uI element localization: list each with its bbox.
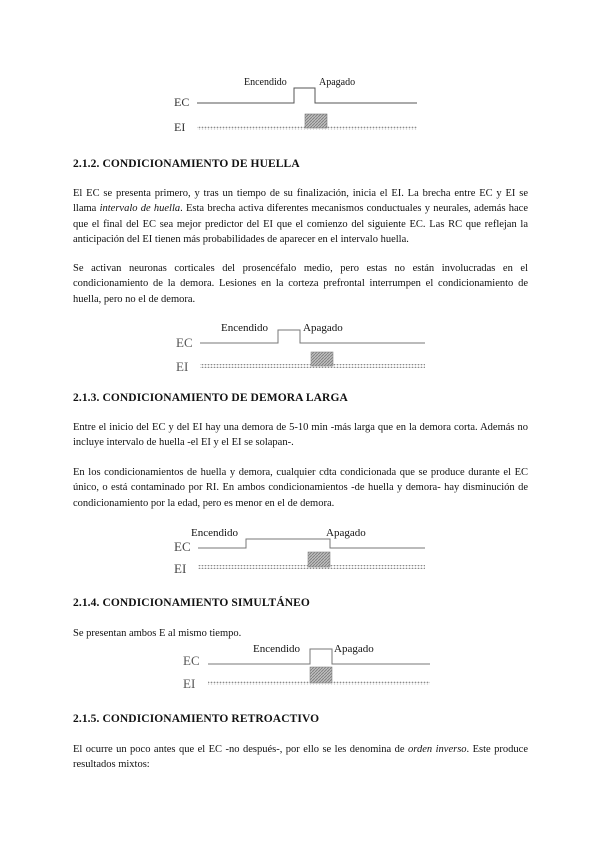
paragraph-retroactivo-1-b: . Este produce resultados mixtos: (73, 744, 528, 771)
diagram-demora-off-label: Apagado (326, 527, 366, 539)
diagram-top-off-label: Apagado (319, 77, 356, 88)
diagram-huella-cs-label: EC (176, 335, 193, 350)
paragraph-retroactivo-1-em: orden inverso (408, 744, 467, 755)
diagram-top-on-label: Encendido (244, 77, 287, 88)
paragraph-huella-2: Se activan neuronas corticales del prosencéfalo medio, pero estas no están involucradas en el condicionamiento de la demora. Lesiones en la corteza prefrontal interrumpen el condicionamiento de huella, pero no el de demora. (73, 263, 528, 305)
paragraph-huella-1-b: . Esta brecha activa diferentes mecanismos conductuales y neurales, además hace que el final del EC sea mejor predictor del EI que el comienzo del siguiente EC. Las RC que reflejan la anticipación del EI tienen más probabilidades de aparecer en el intervalo huella. (73, 203, 528, 245)
diagram-demora-cs-label: EC (174, 539, 191, 554)
diagram-simultaneo-us-label: EI (183, 676, 196, 691)
diagram-top-cs-label: EC (174, 95, 190, 109)
diagram-simultaneo-cs-label: EC (183, 653, 200, 668)
paragraph-simultaneo-1: Se presentan ambos E al mismo tiempo. (73, 628, 242, 639)
paragraph-retroactivo-1 (73, 742, 528, 773)
paragraph-huella-1-a: El EC se presenta primero, y tras un tiempo de su finalización, inicia el EI. La brecha entre EC y EI se llama (73, 188, 528, 215)
paragraph-demora-1: Entre el inicio del EC y del EI hay una demora de 5-10 min -más larga que en la demora corta. Además no incluye intervalo de huella -el EI y el EI se solapan-. (73, 422, 528, 449)
paragraph-huella-1-em: intervalo de huella (99, 203, 181, 215)
diagram-huella-us-label: EI (176, 359, 189, 374)
paragraph-retroactivo-1-a: El ocurre un poco antes que el EC -no después-, por ello se les denomina de (73, 744, 409, 755)
diagram-top-us-label: EI (174, 120, 186, 134)
heading-2-1-2: 2.1.2. CONDICIONAMIENTO DE HUELLA (73, 158, 300, 170)
diagram-demora-us-label: EI (174, 561, 187, 576)
paragraph-demora-2: En los condicionamientos de huella y demora, cualquier cdta condicionada que se produce durante el EC único, o está contaminado por RI. En ambos condicionamientos -de huella y demora- hay disminución de condicionamiento por la edad, pero es menor en el de demora. (73, 467, 528, 509)
heading-2-1-3: 2.1.3. CONDICIONAMIENTO DE DEMORA LARGA (73, 392, 348, 404)
diagram-huella-on-label: Encendido (221, 322, 269, 334)
heading-2-1-4: 2.1.4. CONDICIONAMIENTO SIMULTÁNEO (73, 597, 310, 609)
diagram-simultaneo-off-label: Apagado (334, 643, 374, 655)
heading-2-1-5: 2.1.5. CONDICIONAMIENTO RETROACTIVO (73, 713, 320, 725)
diagram-huella-off-label: Apagado (303, 322, 343, 334)
diagram-simultaneo-us-pulse (310, 667, 332, 683)
diagram-simultaneo-cs-line (208, 649, 430, 664)
diagram-simultaneo-on-label: Encendido (253, 643, 301, 655)
diagram-demora-on-label: Encendido (191, 527, 239, 539)
